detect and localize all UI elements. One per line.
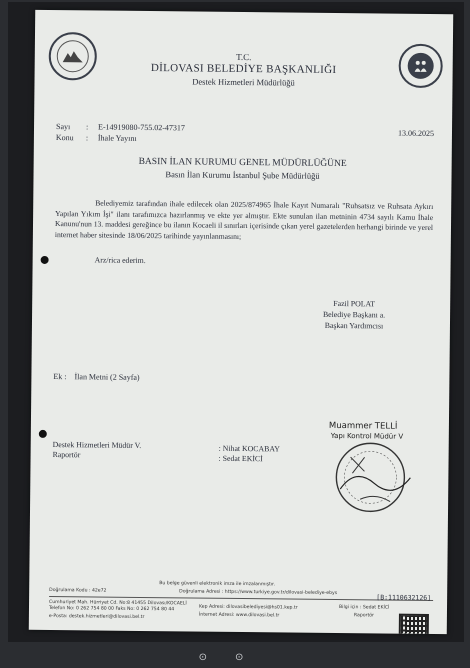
header-tc: T.C. <box>236 51 252 63</box>
attachment-value: İlan Metni (2 Sayfa) <box>74 372 140 382</box>
approval-stamp-icon <box>330 437 417 516</box>
meta-sayi <box>56 122 185 132</box>
qr-code-icon <box>399 614 429 635</box>
monitor-button-icon[interactable]: ⊙ <box>198 652 235 663</box>
footer-esign-note: Bu belge güvenli elektronik imza ile imzalanmıştır. <box>159 581 276 588</box>
konu-colon: : <box>85 133 89 143</box>
footer-address: Cumhuriyet Mah. Hürriyet Cd. No:8 41455 Dilovası/KOCAELİ <box>49 600 187 607</box>
sayi-label: Sayı <box>55 122 71 132</box>
distribution-right <box>219 444 280 465</box>
sayi-value: E-14919080-755.02-47317 <box>97 122 185 133</box>
footer-code: Doğrulama Kodu : 42e72 <box>49 588 107 594</box>
signer-title-2: Başkan Yardımcısı <box>324 320 384 331</box>
distribution-role-1: Destek Hizmetleri Müdür V. <box>52 440 142 450</box>
hole-punch-icon <box>41 256 49 264</box>
recipient-secondary: Basın İlan Kurumu İstanbul Şube Müdürlüğü <box>165 169 320 181</box>
footer-web: İnternet Adresi: www.dilovasi.bel.tr <box>198 612 280 619</box>
letter-date: 13.06.2025 <box>397 128 435 139</box>
footer-info: Bilgi için : Sedat EKİCİ <box>338 605 390 611</box>
document-barcode: [B:1110632126] <box>376 593 432 603</box>
footer-phone: Telefon No: 0 262 754 80 00 Faks No: 0 262 754 80 44 <box>48 606 175 613</box>
footer-role: Raportör <box>353 613 374 619</box>
distribution-role-2: Raportör <box>52 450 81 460</box>
footer-verify: Doğrulama Adresi : https://www.turkiye.gov.tr/dilovasi-belediye-ebys <box>179 589 338 597</box>
distribution-name-1: : Nihat KOCABAY <box>218 443 280 454</box>
konu-label: Konu <box>55 133 74 143</box>
monitor-screen <box>8 2 464 642</box>
meta-konu <box>56 133 137 143</box>
attachment-line <box>53 372 139 382</box>
official-letter <box>29 10 453 634</box>
footer-kep: Kep Adresi: dilovasibelediyesi@hs01.kep.tr <box>198 604 298 611</box>
footer-email: e-Posta: destek.hizmetleri@dilovasi.bel.tr <box>48 614 145 621</box>
monitor-buttons <box>0 652 470 663</box>
attachment-label: Ek : <box>53 372 67 382</box>
hole-punch-icon <box>39 430 47 438</box>
closing-phrase: Arz/rica ederim. <box>94 255 146 265</box>
recipient-primary: BASIN İLAN KURUMU GENEL MÜDÜRLÜĞÜNE <box>138 156 347 170</box>
distribution-left <box>53 440 142 461</box>
header-unit: Destek Hizmetleri Müdürlüğü <box>192 76 295 88</box>
signer-title-1: Belediye Başkanı a. <box>322 309 386 320</box>
sayi-colon: : <box>85 122 89 132</box>
header-institution: DİLOVASI BELEDİYE BAŞKANLIĞI <box>150 62 337 76</box>
monitor-button-icon[interactable]: ⊙ <box>235 652 272 663</box>
signer-name: Fazil POLAT <box>333 298 376 309</box>
handwritten-name: Muammer TELLİ <box>328 420 398 432</box>
konu-value: İhale Yayını <box>97 133 137 143</box>
distribution-name-2: : Sedat EKİCİ <box>218 453 263 464</box>
letter-body: Belediyemiz tarafından ihale edilecek olan 2025/874965 İhale Kayıt Numaralı "Ruhsatsız ve Ruhsata Aykırı Yapılan Yıkım İşi" ilanı tarafımızca hazırlanmış ve ekte yer almıştır. Ekte sunulan ilan metninin 4734 sayılı Kamu İhale Kanunu'nun 13. maddesi gereğince bu ilanın Kocaeli il sınırları içerisinde çıkan yerel gazetelerden herhangi birinde ve yerel internet haber sitesinde 18/06/2025 tarihinde yayınlanmasını; <box>54 198 434 241</box>
handwritten-title: Yapı Kontrol Müdür V <box>330 431 404 441</box>
